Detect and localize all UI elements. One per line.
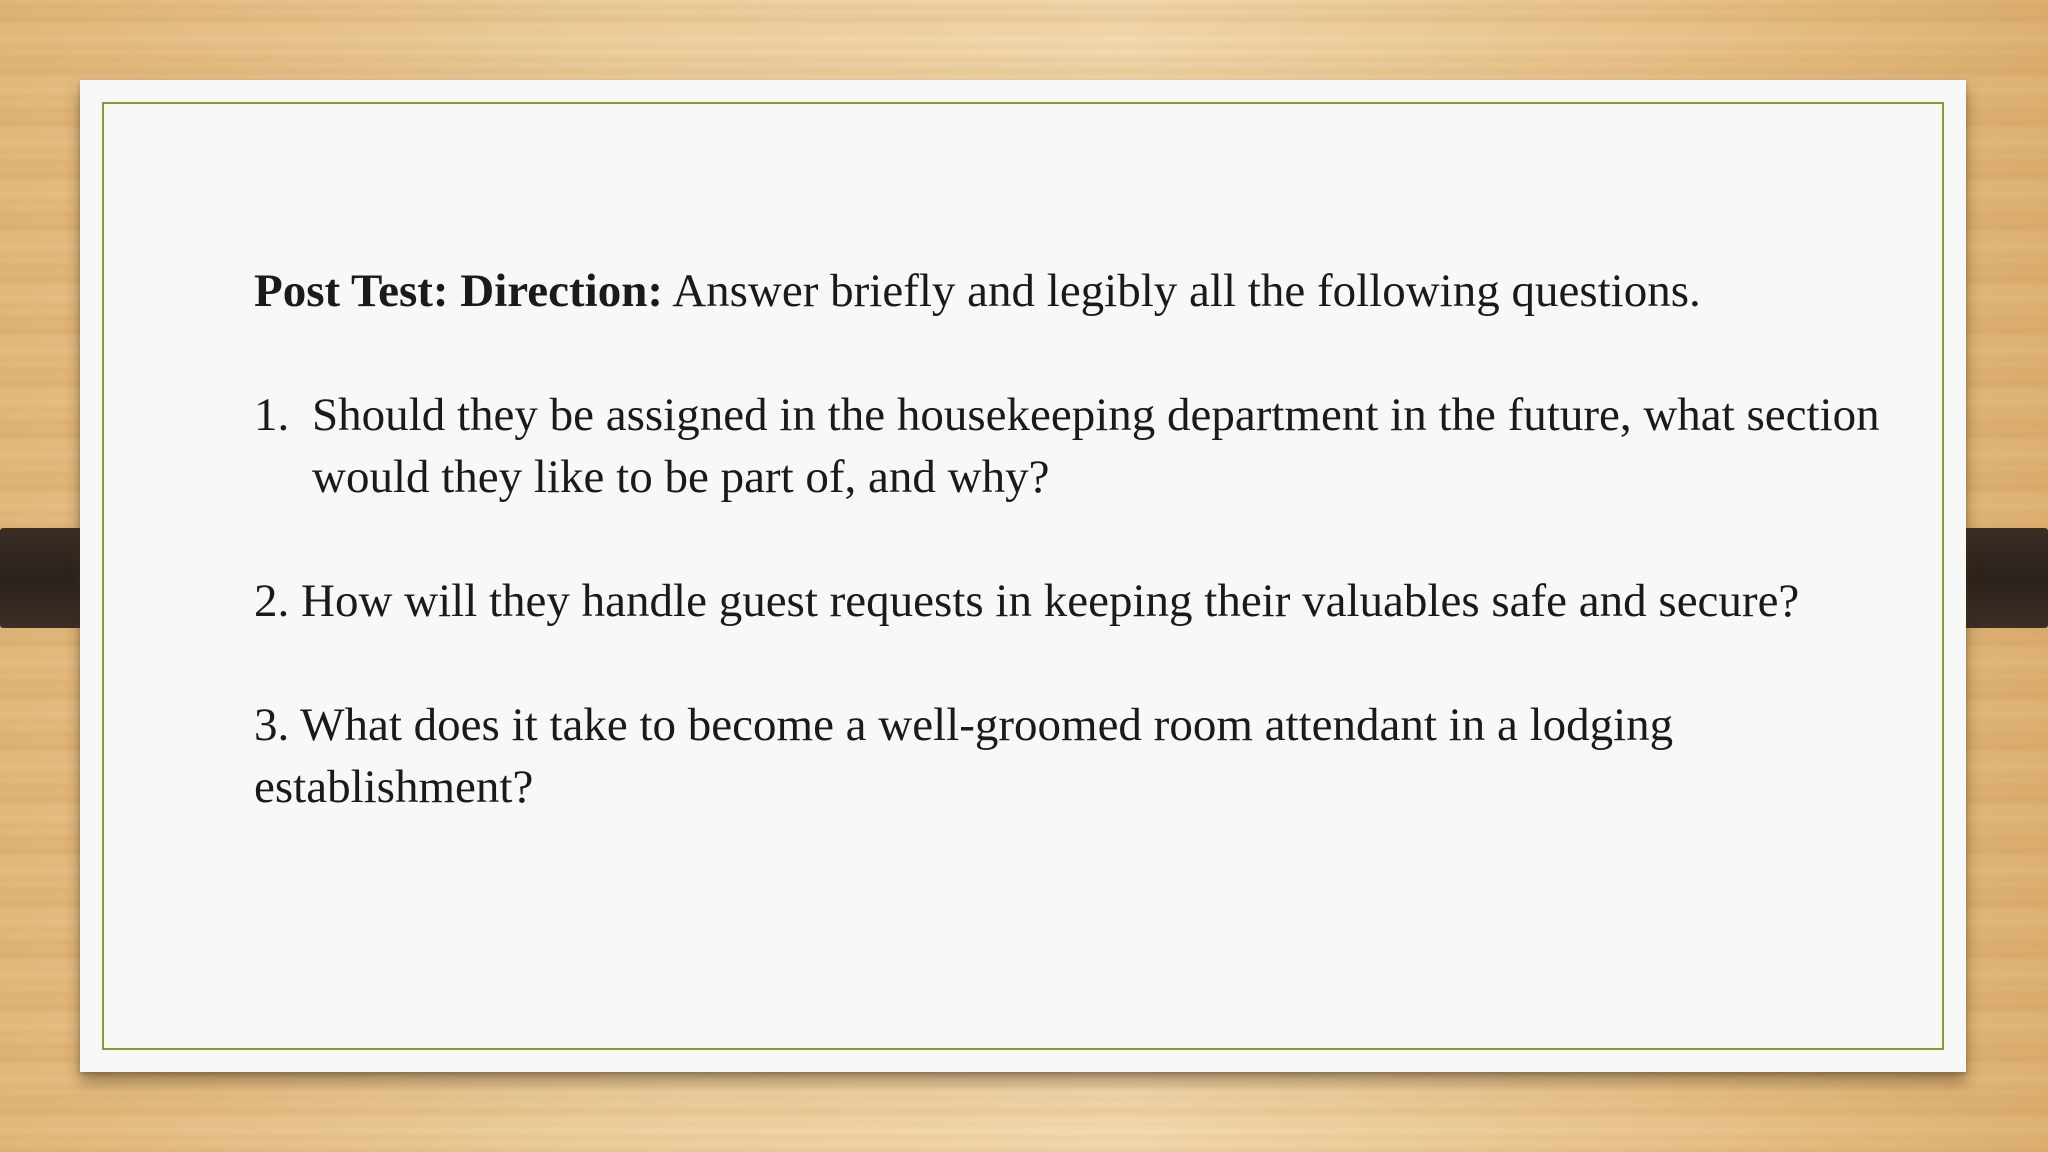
question-1 (254, 384, 1894, 508)
question-3 (254, 694, 1894, 818)
slide-card (80, 80, 1966, 1072)
direction-text: Answer briefly and legibly all the following questions. (663, 265, 1701, 317)
direction-heading: Post Test: Direction: (254, 265, 664, 317)
direction-line (254, 260, 1894, 322)
question-3-text: 3. What does it take to become a well-groomed room attendant in a lodging establishment? (254, 699, 1674, 813)
question-1-number: 1. (254, 389, 290, 441)
question-2-text: 2. How will they handle guest requests in keeping their valuables safe and secure? (254, 575, 1800, 627)
slide-content (254, 260, 1894, 880)
question-2 (254, 570, 1894, 632)
question-1-text: Should they be assigned in the housekeeping department in the future, what section would they like to be part of, and why? (312, 389, 1880, 503)
